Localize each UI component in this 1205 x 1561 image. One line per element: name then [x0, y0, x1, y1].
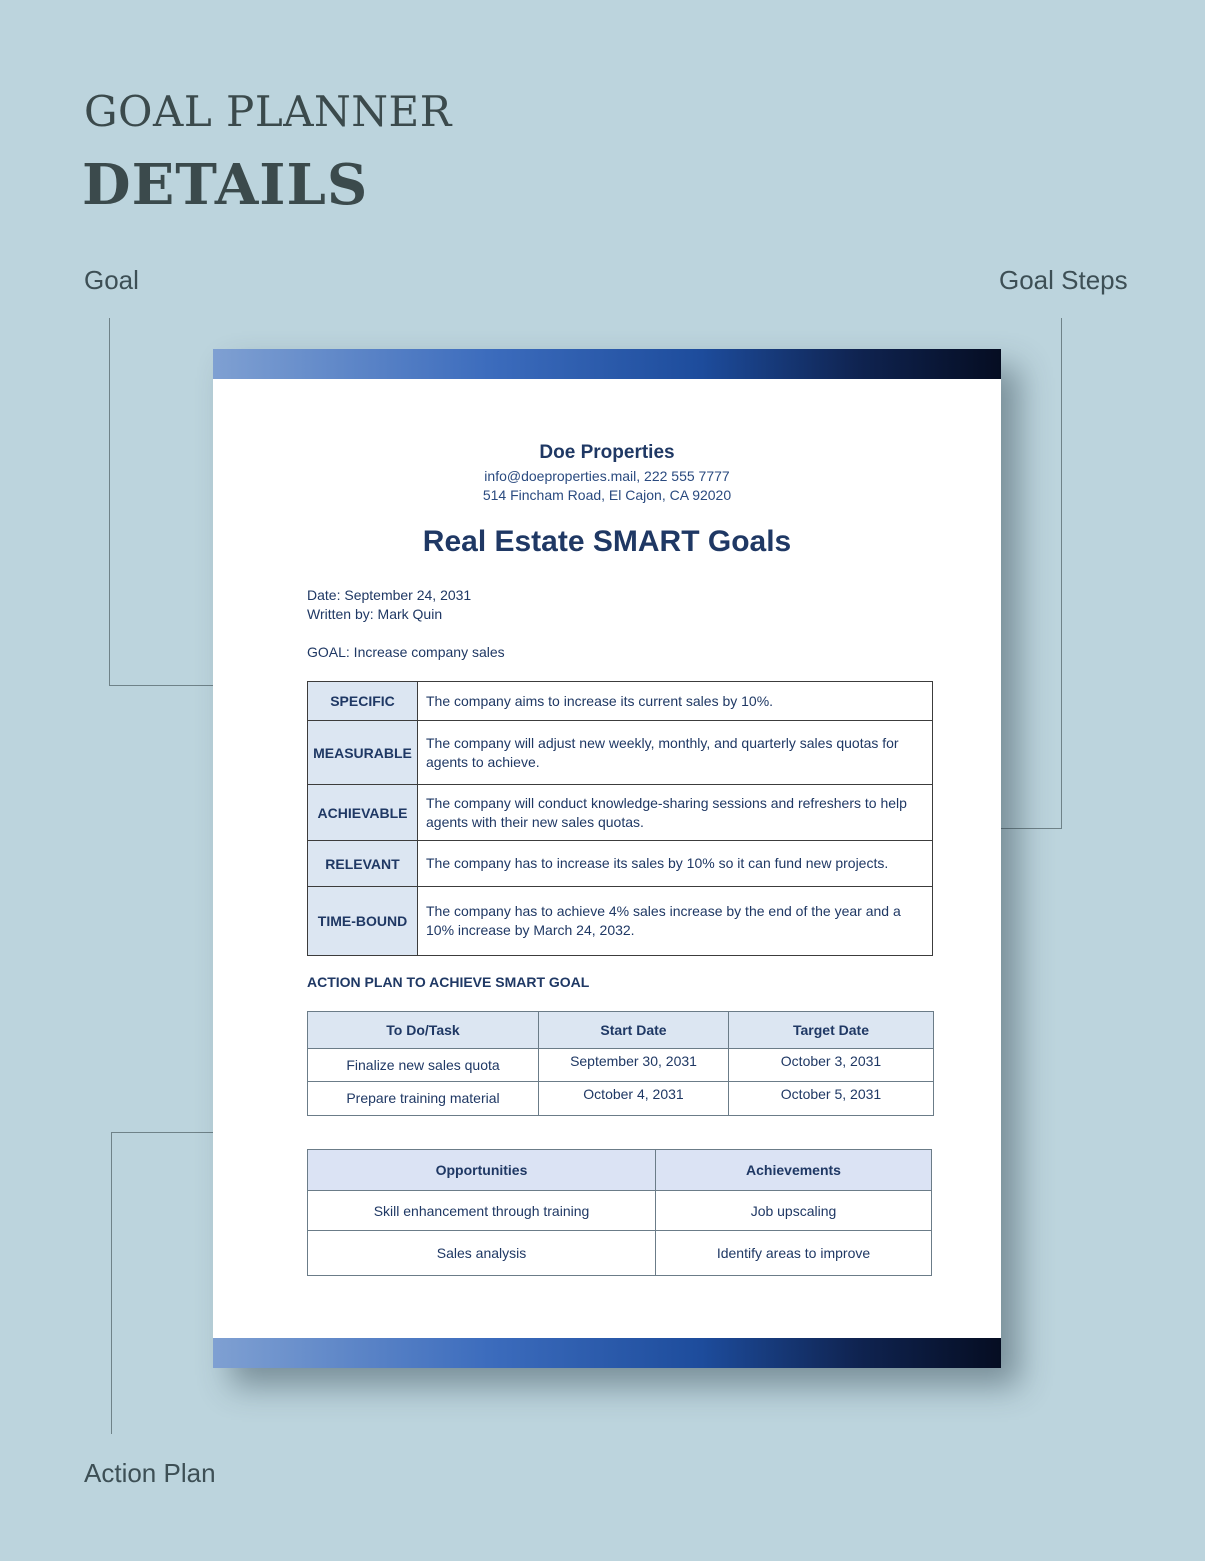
table-cell: October 4, 2031: [539, 1082, 729, 1116]
table-cell: Skill enhancement through training: [308, 1191, 656, 1231]
table-cell: September 30, 2031: [539, 1049, 729, 1082]
document-date: Date: September 24, 2031: [307, 587, 472, 603]
company-name: Doe Properties: [539, 442, 675, 463]
table-row: [308, 1231, 932, 1276]
goal-leader-line-vertical: [109, 318, 110, 685]
column-header: Start Date: [539, 1012, 729, 1049]
callout-action-plan-label: Action Plan: [84, 1458, 216, 1488]
table-row: [308, 785, 933, 841]
smart-label: SPECIFIC: [308, 682, 418, 721]
document-title: Real Estate SMART Goals: [422, 525, 792, 558]
column-header: Achievements: [656, 1150, 932, 1191]
action-plan-leader-line-vertical: [111, 1132, 112, 1434]
smart-label: RELEVANT: [308, 841, 418, 887]
table-cell: October 3, 2031: [729, 1049, 934, 1082]
smart-text: The company will conduct knowledge-sharing sessions and refreshers to help agents with their new sales quotas.: [418, 785, 933, 841]
action-plan-heading: ACTION PLAN TO ACHIEVE SMART GOAL: [307, 974, 590, 990]
callout-goal-steps-label: Goal Steps: [999, 265, 1128, 295]
smart-text: The company aims to increase its current sales by 10%.: [418, 682, 933, 721]
table-header-row: [308, 1150, 932, 1191]
table-cell: Prepare training material: [308, 1082, 539, 1116]
table-row: [308, 721, 933, 785]
table-cell: Sales analysis: [308, 1231, 656, 1276]
hero-subtitle: DETAILS: [82, 152, 369, 218]
goal-steps-leader-line-vertical: [1061, 318, 1062, 828]
smart-table: [307, 681, 933, 956]
company-contact: info@doeproperties.mail, 222 555 7777: [484, 468, 730, 484]
smart-label: MEASURABLE: [308, 721, 418, 785]
document-page: [213, 349, 1001, 1368]
company-address: 514 Fincham Road, El Cajon, CA 92020: [482, 487, 732, 503]
table-header-row: [308, 1012, 934, 1049]
table-cell: Finalize new sales quota: [308, 1049, 539, 1082]
table-row: [308, 1082, 934, 1116]
smart-text: The company has to achieve 4% sales increase by the end of the year and a 10% increase by March 24, 2032.: [418, 887, 933, 956]
table-cell: October 5, 2031: [729, 1082, 934, 1116]
column-header: Target Date: [729, 1012, 934, 1049]
table-cell: Job upscaling: [656, 1191, 932, 1231]
document-goal: GOAL: Increase company sales: [307, 644, 505, 660]
table-row: [308, 682, 933, 721]
table-row: [308, 1049, 934, 1082]
document-author: Written by: Mark Quin: [307, 606, 443, 622]
hero-title: GOAL PLANNER: [84, 87, 452, 136]
callout-goal-label: Goal: [84, 265, 139, 295]
table-row: [308, 887, 933, 956]
table-row: [308, 841, 933, 887]
action-plan-table: [307, 1011, 934, 1116]
smart-label: TIME-BOUND: [308, 887, 418, 956]
smart-text: The company will adjust new weekly, monthly, and quarterly sales quotas for agents to achieve.: [418, 721, 933, 785]
table-row: [308, 1191, 932, 1231]
smart-label: ACHIEVABLE: [308, 785, 418, 841]
smart-text: The company has to increase its sales by 10% so it can fund new projects.: [418, 841, 933, 887]
column-header: Opportunities: [308, 1150, 656, 1191]
opportunities-table: [307, 1149, 932, 1276]
table-cell: Identify areas to improve: [656, 1231, 932, 1276]
column-header: To Do/Task: [308, 1012, 539, 1049]
